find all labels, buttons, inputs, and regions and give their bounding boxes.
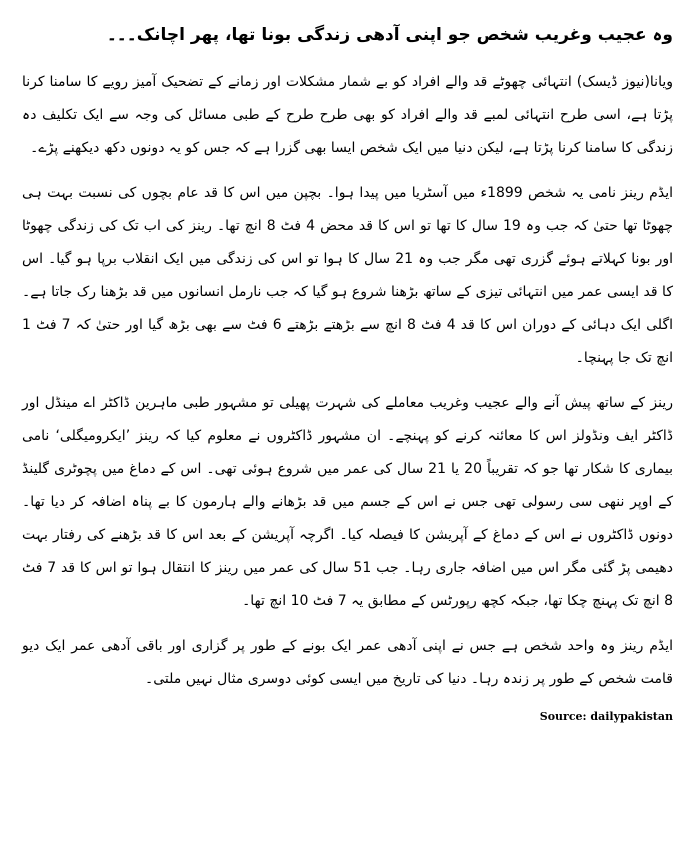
article-paragraph-1: ویانا(نیوز ڈیسک) انتہائی چھوٹے قد والے افراد کو بے شمار مشکلات اور زمانے کے تضحیک آمیز رویے کا سامنا کرنا پڑتا ہے، اسی طرح انتہائی لمبے قد والے افراد کو بھی طرح طرح کے طبی مسائل کی وجہ سے ایک تکلیف دہ زندگی کا سامنا کرنا پڑتا ہے، لیکن دنیا میں ایک شخص ایسا بھی گزرا ہے کہ جس کو یہ دونوں دکھ دیکھنے پڑے۔ [22, 74, 673, 156]
article-paragraph-2: ایڈم رینز نامی یہ شخص 1899ء میں آسٹریا میں پیدا ہوا۔ بچپن میں اس کا قد عام بچوں کی نسبت بہت ہی چھوٹا تھا حتیٰ کہ جب وہ 19 سال کا تھا تو اس کا قد محض 4 فٹ 8 انچ تھا۔ رینز کی اب تک کی زندگی چھوٹا اور بونا کہلاتے ہوئے گزری تھی مگر جب وہ 21 سال کا ہوا تو اس کی زندگی میں ایک انقلاب برپا ہو گیا۔ اس کا قد ایسی عمر میں انتہائی تیزی کے ساتھ بڑھنا شروع ہو گیا کہ جب نارمل انسانوں میں قد بڑھنا رک جاتا ہے۔ اگلی ایک دہائی کے دوران اس کا قد 4 فٹ 8 انچ سے بڑھتے بڑھتے 6 فٹ سے بھی بڑھ گیا اور حتیٰ کہ 7 فٹ 1 انچ تک جا پہنچا۔ [22, 185, 674, 366]
article-paragraph-4: ایڈم رینز وہ واحد شخص ہے جس نے اپنی آدھی عمر ایک بونے کے طور پر گزاری اور باقی آدھی عمر ایک دیو قامت شخص کے طور پر زندہ رہا۔ دنیا کی تاریخ میں ایسی کوئی دوسری مثال نہیں ملتی۔ [22, 638, 673, 687]
article-paragraph-3: رینز کے ساتھ پیش آنے والے عجیب وغریب معاملے کی شہرت پھیلی تو مشہور طبی ماہرین ڈاکٹر اے مینڈل اور ڈاکٹر ایف ونڈولز اس کا معائنہ کرنے کو پہنچے۔ ان مشہور ڈاکٹروں نے معلوم کیا کہ رینز ’ایکرومیگلی‘ نامی بیماری کا شکار تھا جو کہ تقریباً 20 یا 21 سال کی عمر میں شروع ہوئی تھی۔ اس کے دماغ میں پچوٹری گلینڈ کے اوپر ننھی سی رسولی تھی جس نے اس کے جسم میں قد بڑھانے والے ہارمون کا بے پناہ اضافہ کر دیا تھا۔ دونوں ڈاکٹروں نے اس کے دماغ کے آپریشن کا فیصلہ کیا۔ اگرچہ آپریشن کے بعد اس کا قد بڑھنے کی رفتار بہت دھیمی پڑ گئی مگر اس میں اضافہ جاری رہا۔ جب 51 سال کی عمر میں رینز کا انتقال ہوا تو اس کا قد 7 فٹ 8 انچ تک پہنچ چکا تھا، جبکہ کچھ رپورٹس کے مطابق یہ 7 فٹ 10 انچ تھا۔ [22, 395, 674, 609]
article-title: وہ عجیب وغریب شخص جو اپنی آدھی زندگی بونا تھا، پھر اچانک۔۔۔ [106, 25, 673, 45]
source-credit: Source: dailypakistan [539, 710, 673, 723]
